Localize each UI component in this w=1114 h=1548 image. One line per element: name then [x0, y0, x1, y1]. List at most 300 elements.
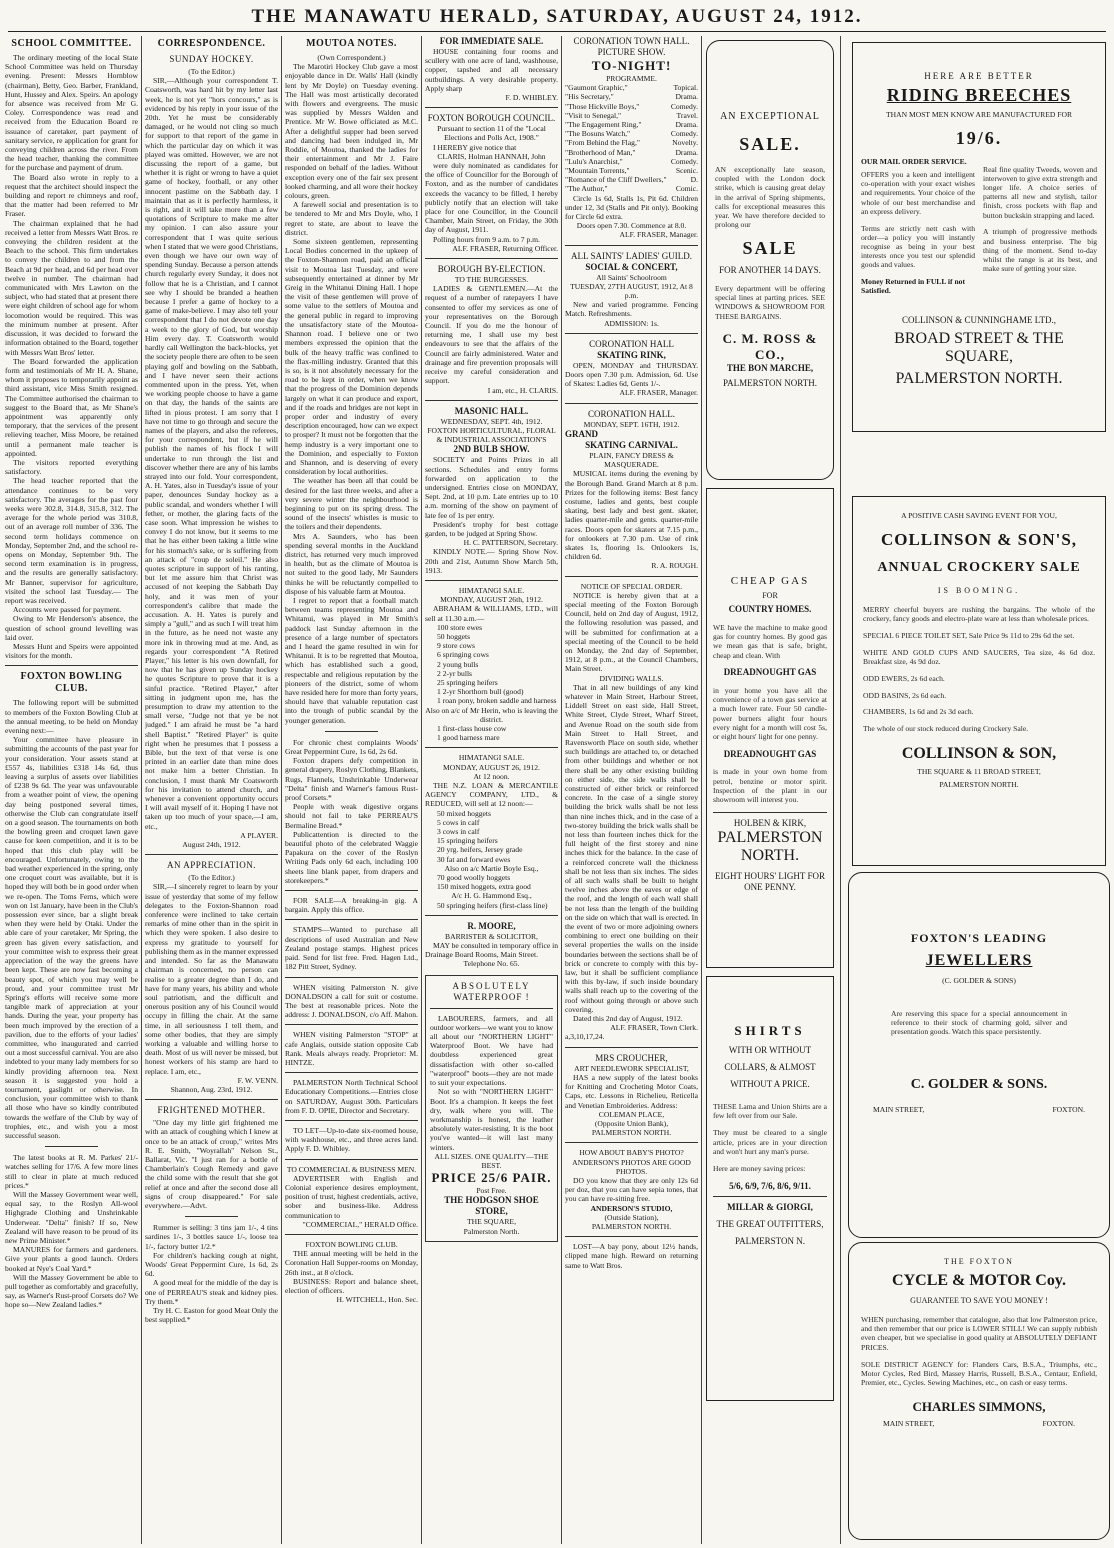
- letter-paragraph: SIR,—I sincerely regret to learn by your issue of yesterday that some of my fellow delegates to the Foxton-Shannon road conference were inclined to take certain remarks of mine other than in the spirit in which they were spoken. I also desire to express my gratitude to yourself for publishing them as in the manner expressed and intended. So far as the Manawatu chairman is concerned, no person can realise to a greater degree than I do, and have for many years, his ability and whole soul patriotism, and the difficult and onerous position any of his Council would occupy in filling the chair. At the same time, in all seriousness I tell them, and some other bodies, that they are simply working a valuable and willing horse to death. Most of us will never be missed, but honest workers of his stamp are hard to replace. I am, etc.,: [145, 882, 278, 1076]
- ad-signature: ALF. FRASER, Manager.: [619, 388, 698, 398]
- article-paragraph: The weather has been all that could be desired for the last three weeks, and after a very severe winter the neighbourhood is beginning to put on its spring dress. The sound of the insects' whistles is music to the toilers and their dependents.: [285, 476, 418, 532]
- ad-subheading: BARRISTER & SOLICITOR,: [445, 931, 538, 941]
- article-paragraph: The Marotiri Hockey Club gave a most enjoyable dance in Dr. Walls' Hall (kindly lent by Mr Doyle) on Tuesday evening. The Hall was most artistically decorated with flowers and evergreens. The music was supplied by Messrs Walden and Prentice. Mr W. Bowe officiated as M.C. After a delightful supper had been served and dancing had been indulged in, Mr Roddie, of Moutoa, thanked the ladies for their entertainment and Mr J. Faire responded on behalf of the ladies. Without exception every one of the fair sex present looked charming, and all wore their hockey colours, green.: [285, 62, 418, 201]
- ad-date: MONDAY, SEPT. 16TH, 1912.: [583, 419, 680, 429]
- programme-genre: Drama.: [675, 120, 698, 130]
- ad-subheading: DIVIDING WALLS.: [599, 673, 664, 683]
- notice-text: Also on a/c Martie Boyle Esq.,: [444, 863, 539, 873]
- divider: [425, 258, 558, 259]
- classified-ad: STAMPS—Wanted to purchase all descriptions of used Australian and New Zealand postage stamps. Highest prices paid. Send for list free. Fred. Hagen Ltd., 182 Pitt Street, Sydney.: [285, 925, 418, 972]
- programme-title: "Lulu's Anarchist,": [565, 156, 623, 166]
- ad-time: At 12 noon.: [473, 771, 510, 781]
- ad-title: COLLARS, & ALMOST: [724, 1062, 816, 1072]
- column-rule: [701, 36, 702, 1544]
- notice-text: Polling hours from 9 a.m. to 7 p.m.: [433, 234, 540, 244]
- programme-item: [565, 129, 698, 138]
- divider: [565, 576, 698, 577]
- divider: [285, 1234, 418, 1235]
- ad-town: PALMERSTON NORTH.: [939, 780, 1019, 790]
- ad-price: 19/6.: [955, 128, 1003, 148]
- classified-ad: FOR SALE—A breaking-in gig. A bargain. Apply this office.: [285, 896, 418, 915]
- programme-title: "The Engagement Ring,": [565, 120, 642, 130]
- ad-heading: CORONATION HALL.: [588, 408, 675, 419]
- article-paragraph: The ordinary meeting of the local State School Committee was held on Thursday evening. Present: Messrs Hornblow (chairman), Betty, Geo. Barber, Frankland, Hunt, Hussey and Alex. Speirs. An apology for absence was received from Mr G. Coley. Correspondence was read and received from the Education Board re issuance of caretaker, part payment of sanitary service, re application for grant for conveying children across the river. From the head teacher, thanking the committee for the purchase and payment of drum.: [5, 53, 138, 173]
- article-paragraph: Foxton drapers defy competition in general drapery, Roslyn Clothing, Blankets, Rugs, Flannels, Unshrinkable Underwear "Delta" finish and Warner's famous Rust-proof Corsets.*: [285, 756, 418, 803]
- ad-title: JEWELLERS: [925, 952, 1033, 969]
- shirts-ad: [706, 976, 834, 1401]
- classified-ad: WHEN visiting Palmerston N. give DONALDSON a call for suit or costume. The best at reasonable prices. Note the address: J. DONALDSON, c/o Aff. Mahon.: [285, 982, 418, 1020]
- sale-list-item: 6 springing cows: [437, 650, 489, 660]
- sale-list-item: 50 hoggets: [437, 631, 471, 641]
- programme-item: [565, 92, 698, 101]
- column-3: [285, 36, 418, 1544]
- notice-text: Are reserving this space for a special announcement in reference to their stock of charming gold, silver and presentation goods. Watch this space persistently.: [891, 1009, 1067, 1037]
- divider: [425, 915, 558, 916]
- crockery-sale-ad: [852, 496, 1106, 866]
- divider: [285, 1072, 418, 1073]
- divider: [145, 1099, 278, 1100]
- programme-title: "From Behind the Flag,": [565, 138, 640, 148]
- notice-text: CHAMBERS, 1s 6d and 2s 3d each.: [863, 707, 974, 717]
- ad-title: SKATING CARNIVAL.: [585, 439, 678, 450]
- notice-text: SPECIAL 6 PIECE TOILET SET, Sale Price 9s 11d to 29s 6d the set.: [863, 631, 1075, 640]
- sale-list-item: 50 mixed hoggets: [437, 808, 491, 818]
- classified-ad: LOST—A bay pony, about 12½ hands, clipped mane high. Reward on returning same to Watt Bros.: [565, 1242, 698, 1270]
- ad-shop-name: C. GOLDER & SONS.: [910, 1076, 1048, 1092]
- ad-heading: HIMATANGI SALE.: [458, 585, 525, 595]
- article-paragraph: The Board also wrote in reply to a request that the architect should inspect the building and report re chimneys and roof, that the matter had been referred to Mr Fraser.: [5, 172, 138, 219]
- notice-text: They must be cleared to a single article, prices are in your direction and won't hurt any man's purse.: [713, 1128, 827, 1156]
- ad-date: MONDAY, AUGUST 26th, 1912.: [440, 595, 543, 605]
- ad-subheading: THAN MOST MEN KNOW ARE MANUFACTURED FOR: [885, 110, 1073, 119]
- notice-text: Circle 1s 6d, Stalls 1s, Pit 6d. Children under 12, 3d (Stalls and Pit only). Booking for Circle 6d extra.: [565, 193, 698, 222]
- ad-title: GRAND: [565, 428, 598, 439]
- column-rule: [840, 36, 841, 1544]
- ad-address: (Outside Station),: [604, 1212, 659, 1222]
- ad-subheading: DREADNOUGHT GAS: [723, 748, 817, 759]
- insertion-code: a,3,10,17,24.: [565, 1032, 605, 1042]
- programme-title: "The Author,": [565, 184, 608, 194]
- ad-subheading: A POSITIVE CASH SAVING EVENT FOR YOU,: [901, 511, 1057, 520]
- ad-title: SHIRTS: [734, 1023, 806, 1038]
- programme-label: PROGRAMME.: [606, 74, 657, 83]
- ad-heading: NOTICE OF SPECIAL ORDER.: [580, 581, 683, 591]
- ad-heading: HIMATANGI SALE.: [458, 753, 525, 763]
- programme-genre: D.: [690, 175, 698, 185]
- notice-text: SOLE DISTRICT AGENCY for: Flanders Cars, B.S.A., Triumphs, etc., Motor Cycles, Red Bird, Massey Harris, Russell, B.S.A., Centaur, Enfield, Premier, etc., Cycles. Sewing Machines, etc., on cash or easy terms.: [861, 1359, 1097, 1388]
- sale-list: [425, 809, 558, 864]
- waterproof-boot-ad: [425, 975, 558, 1242]
- ad-signature: R. A. ROUGH.: [651, 561, 698, 571]
- notice-text: A/c H. G. Hammond Esq.,: [451, 891, 532, 901]
- notice-text: Here are money saving prices:: [713, 1164, 806, 1174]
- article-paragraph: The head teacher reported that the attendance continues to be very satisfactory. The averages for the past four weeks were 302.8, 314.8, 315.8, 312. The average for the whole period was 310.8, out of an average roll number of 336. The second term holidays commence on Monday, September 2nd, and the school re-opens on Monday, September 9th. The second term examination is in progress, and the results are generally satisfactory. Mr Banner, supervisor for agriculture, visited the school last Tuesday.— The report was received.: [5, 476, 138, 605]
- classified-ad: TO LET—Up-to-date six-roomed house, with washhouse, etc., and three acres land. Apply F. D. Whibley.: [285, 1125, 418, 1154]
- divider: [425, 580, 558, 581]
- ad-title: HERE ARE BETTER: [924, 71, 1034, 81]
- appreciation-heading: AN APPRECIATION.: [166, 860, 256, 871]
- moutoa-notes-heading: MOUTOA NOTES.: [306, 38, 397, 49]
- sale-list-item: 15 springing heifers: [437, 836, 498, 846]
- divider: [713, 812, 827, 813]
- article-paragraph: Accounts were passed for payment.: [13, 605, 122, 615]
- programme-title: "Those Hickville Boys,": [565, 101, 640, 111]
- programme-item: [565, 184, 698, 193]
- notice-text: is made in your own home from petrol, benzine or motor spirit. Inspection of the plant in our showroom will interest you.: [713, 767, 827, 805]
- ad-subheading: FOR ANOTHER 14 DAYS.: [719, 265, 821, 276]
- ad-shop-name: COLLINSON & SON,: [901, 745, 1057, 763]
- ad-heading: CORONATION TOWN HALL.: [573, 36, 690, 46]
- ad-title: ABSOLUTELY: [452, 980, 531, 991]
- notice-text: NOTICE is hereby given that at a special meeting of the Foxton Borough Council, held on 2nd day of August, 1912, the following resolution was passed, and will be submitted for confirmation at a special meeting of the Council to be held on Monday, the 2nd day of September, 1912, at 8 p.m., at the Council Chambers, Main Street.: [565, 590, 698, 674]
- programme-title: "Gaumont Graphic,": [565, 83, 628, 93]
- divider: [145, 854, 278, 855]
- divider: [565, 1236, 698, 1237]
- column-5: [565, 36, 698, 1544]
- ad-tagline: THE GREAT OUTFITTERS,: [716, 1218, 824, 1229]
- ad-address: MAIN STREET,: [883, 1419, 935, 1429]
- article-paragraph: Publicattention is directed to the beautiful photo of the celebrated Waggie Papakura on the cover of the Roslyn Writing Pads only 6d each, including 100 sheets line blank paper, from drapers and storekeepers.*: [285, 829, 418, 885]
- ad-subheading: FOXTON HORTICULTURAL, FLORAL & INDUSTRIAL ASSOCIATION'S: [427, 425, 556, 445]
- ad-signature: ALF. FRASER, Town Clerk.: [610, 1023, 698, 1033]
- column-rule: [141, 36, 142, 1544]
- sale-list-item: 1 roan pony, broken saddle and harness: [437, 696, 557, 706]
- riding-breeches-ad: [852, 42, 1106, 432]
- ad-subheading: IS BOOMING.: [937, 586, 1021, 595]
- classified-ad: PALMERSTON North Technical School Educationary Competitions.—Entries close on SATURDAY, August 30th. Particulars from F. D. OPIE, Director and Secretary.: [285, 1078, 418, 1115]
- classified-ad: BUSINESS: Report and balance sheet, election of officers.: [285, 1276, 418, 1295]
- frightened-mother-heading: FRIGHTENED MOTHER.: [157, 1105, 266, 1116]
- ad-address: (Opposite Union Bank),: [594, 1118, 669, 1128]
- article-paragraph: The Board forwarded the application form and testimonials of Mr H. A. Shane, whom it proposes to temporarily appoint as third assistant, vice Miss Smith resigned. The Committee authorised the chairman to suggest to the Board that, as Mr Shane's appointment was apparently only temporary, that the services of the present relieving teacher, Miss Moore, be retained until a permanent male teacher is appointed.: [5, 356, 138, 458]
- divider: [565, 403, 698, 404]
- ad-town: PALMERSTON NORTH.: [591, 1128, 672, 1138]
- ad-heading: MASONIC HALL.: [454, 405, 529, 416]
- article-paragraph: Rummer is selling: 3 tins jam 1/-, 4 tins sardines 1/-, 3 bottles sauce 1/-, loose tea 1/-, factory butter 1/2.*: [145, 1223, 278, 1251]
- ad-title: WITH OR WITHOUT: [728, 1045, 812, 1055]
- article-paragraph: Try H. C. Easton for good Meat Only the best supplied.*: [145, 1306, 278, 1325]
- sale-list-item: 20 yrg. heifers, Jersey grade: [437, 845, 523, 855]
- article-paragraph: Your committee have pleasure in submitting the accounts of the past year for your consideration. Your assets stand at £557 4s, liabilities £318 14s 6d, thus leaving a surplus of assets over liabilities of £238 9s 6d. The year was unfavourable from a weather point of view, the opening day being postponed several times, otherwise the Club can congratulate itself on a good season. The tournaments on both the bowling green and croquet lawn gave cause for keen competition, and it is to be hoped that this club play will be encouraged. Unfortunately, owing to the bad weather experienced in the spring, only one croquet court was available, but it is hoped they will both be in good order when we re-open. The Toms Ferns, which were won on 1st January, have been in the Club's possession ever since, bar a slight break when they were held by Otaki. Under the able care of your caretaker, Mr Spring, the green has given every satisfaction, and your committee wish to express their great appreciation of the way the greens have been kept. These are now fast becoming a beauty spot, of which you may well be proud, and your committee trust Mr Spring's efforts will receive some more tangible mark of appreciation at your hands. During the year, your property has been much improved by the erection of a pavilion, due to the efforts of your ladies' committee, who inaugurated and carried out a most successful carnival. You are also indebted to your many lady members for so kindly providing afternoon tea. Next season it is suggested you hold a tournament, gaslight or otherwise. In conclusion, your committee wish to thank all those who have so kindly contributed towards the welfare of the Club by way of trophies, etc., and wish you a most successful season.: [5, 735, 138, 1140]
- ad-shop-name: C. M. ROSS & CO.,: [722, 330, 818, 362]
- divider: [285, 1120, 418, 1121]
- notice-text: ABRAHAM & WILLIAMS, LTD., will sell at 11.30 a.m.—: [425, 604, 558, 623]
- programme-genre: Drama.: [675, 147, 698, 157]
- to-editor: (To the Editor.): [188, 67, 235, 76]
- ad-title: COUNTRY HOMES.: [728, 604, 812, 614]
- programme-item: [565, 138, 698, 147]
- ad-subheading: PLAIN, FANCY DRESS & MASQUERADE.: [589, 450, 674, 470]
- sale-list-item: 1 2-yr Shorthorn bull (good): [437, 687, 524, 697]
- own-correspondent: (Own Correspondent.): [317, 53, 386, 62]
- programme-list: [565, 83, 698, 193]
- ad-title: THE FOXTON: [944, 1257, 1014, 1266]
- notice-text: MAY be consulted in temporary office in Drainage Board Rooms, Main Street.: [425, 941, 558, 960]
- ad-subheading: GUARANTEE TO SAVE YOU MONEY !: [910, 1296, 1048, 1305]
- divider: [45, 1146, 98, 1147]
- sale-list-item: 3 cows in calf: [437, 827, 480, 837]
- exceptional-sale-ad: [706, 40, 834, 480]
- programme-genre: Travel.: [676, 110, 698, 120]
- sale-list-item: 70 good woolly hoggets: [437, 873, 511, 883]
- notice-text: President's trophy for best cottage garden, to be judged at Spring Show.: [425, 519, 558, 538]
- divider: [5, 665, 138, 666]
- programme-item: [565, 157, 698, 166]
- programme-title: "Visit to Senegal,": [565, 110, 622, 120]
- ad-heading: R. MOORE,: [467, 920, 516, 931]
- article-paragraph: MANURES for farmers and gardeners. Give your plants a good launch. Orders booked at Nye's Coal Yard.*: [5, 1245, 138, 1273]
- ad-postage: Post Free.: [476, 1186, 507, 1196]
- sale-list: [425, 623, 558, 706]
- programme-genre: Comedy.: [670, 129, 698, 139]
- ad-title: SALE.: [739, 134, 801, 154]
- ad-title: AN EXCEPTIONAL: [720, 111, 820, 122]
- ad-title: SKATING RINK,: [597, 349, 666, 360]
- notice-text: I HEREBY give notice that: [433, 142, 517, 152]
- ad-address: MAIN STREET,: [873, 1104, 925, 1114]
- notice-text: That in all new buildings of any kind whatever in Main Street, Harbour Street, Liddell Street on east side, Hall Street, White Street, Clyde Street, Wharf Street, and Avenue Road on the south side from Main Street to Hall Street, and Ravensworth Place on south side, whether such buildings are attached to, or detached from other buildings and whether or not there shall be any other existing building on either side, the side walls shall be constructed of either brick or reinforced concrete. In the case of a single storey building the brick walls shall be not less than nine inches thick, and in the case of a two-storey building the brick walls shall be not less than fourteen inches thick for the full height of the first storey and nine inches thick for the balance. In the case of a reinforced concrete wall the thickness shall be not less than six inches. The sides of all such walls shall be built to height twelve inches above the eaves or edge of the roof, and the length of each wall shall be not less than the length of the building on the side on which that wall is erected. In the event of two or more adjoining owners combining to erect one building on their several properties the walls on the inside boundaries between the sections shall be of brick or concrete to comply with this by-law, but it shall be sufficient compliance with this by-law, if such inside boundary walls shall reach up to the covering of the roof without going through or above such covering.: [565, 682, 698, 1014]
- sale-list-item: 100 store ewes: [437, 622, 483, 632]
- programme-genre: Novelty.: [672, 138, 698, 148]
- ad-title: 2ND BULB SHOW.: [453, 444, 530, 455]
- notice-text: DO you know that they are only 12s 6d per doz, that you can have sepia tones, that you can have re-sitting free.: [565, 1175, 698, 1204]
- ad-title: ANNUAL CROCKERY SALE: [877, 560, 1081, 575]
- sale-list-item: 1 first-class house cow: [437, 724, 507, 733]
- programme-genre: Topical.: [673, 83, 698, 93]
- notice-text: WHITE AND GOLD CUPS AND SAUCERS, Tea size, 4s 6d doz. Breakfast size, 4s 9d doz.: [863, 647, 1095, 666]
- divider: [425, 747, 558, 748]
- notice-text: A triumph of progressive methods and business enterprise. The big thing of the moment. Send to-day whilst the range is at its best, and make sure of getting your size.: [983, 227, 1097, 274]
- divider: [285, 919, 418, 920]
- column-rule: [421, 36, 422, 1544]
- ad-heading: HOW ABOUT BABY'S PHOTO?: [579, 1148, 684, 1158]
- candidate-names: CLARIS, Holman HANNAH, John: [437, 151, 546, 161]
- programme-title: "Brotherhood of Man,": [565, 147, 636, 157]
- ad-town: Palmerston North.: [463, 1226, 520, 1236]
- divider: [565, 1142, 698, 1143]
- ad-address: THE SQUARE,: [467, 1217, 516, 1227]
- notice-text: AN exceptionally late season, coupled with the London dock strike, which is causing great delay in the arrival of Spring shipments, calls for exceptional measures this year. We have therefore decided to prolong our: [715, 165, 825, 230]
- guarantee: Money Returned in FULL if not Satisfied.: [861, 277, 965, 296]
- notice-text: Dated this 2nd day of August, 1912.: [573, 1014, 683, 1024]
- sale-list-item: 30 fat and forward ewes: [437, 854, 511, 864]
- ad-tagline: EIGHT HOURS' LIGHT FOR ONE PENNY.: [714, 870, 826, 892]
- ad-signature: F. D. WHIBLEY.: [505, 93, 558, 103]
- ad-heading: CORONATION HALL: [589, 338, 674, 349]
- ad-date: WEDNESDAY, SEPT. 4th, 1912.: [440, 416, 543, 426]
- notice-text: OPEN, MONDAY and THURSDAY. Doors open 7.30 p.m. Admission, 6d. Use of Skates: Ladies 6d, Gents 1/-.: [565, 360, 698, 389]
- column-rule: [281, 36, 282, 1544]
- divider: [425, 400, 558, 401]
- article-paragraph: Mrs A. Saunders, who has been spending several months in the Auckland district, has returned very much improved in health, but as the climate of Moutoa is not suited to the good lady, Mr Saunders thinks he will be reluctantly compelled to dispose of his valuable farm at Moutoa.: [285, 531, 418, 596]
- divider: [285, 1159, 418, 1160]
- ad-signature: H. C. PATTERSON, Secretary.: [463, 538, 558, 548]
- ad-date: MONDAY, AUGUST 26, 1912.: [443, 762, 540, 772]
- programme-item: [565, 120, 698, 129]
- ad-shop-name: MILLAR & GIORGI,: [727, 1201, 813, 1212]
- article-paragraph: Will the Massey Government wear well, equal say, to the Roslyn All-wool Highgrade Clothing and Unshrinkable Underwear. "Delta" finish? If so, New Zealand will have reason to be proud of its new Prime Minister.*: [5, 1189, 138, 1245]
- column-rule: [561, 36, 562, 1544]
- ad-signature: H. WITCHELL, Hon. Sec.: [336, 1295, 418, 1305]
- divider: [185, 1216, 238, 1217]
- notice-text: LADIES & GENTLEMEN.—At the request of a number of ratepayers I have consented to offer my services as one of your representatives on the Borough Council. If you do me the honour of returning me, I shall use my best endeavours to see that the affairs of the Council are fairly administered. Water and drainage and fire prevention proposals will receive my careful consideration and support.: [425, 284, 558, 386]
- ad-town: FOXTON.: [1052, 1104, 1085, 1114]
- jewellers-ad: [848, 872, 1110, 1238]
- article-paragraph: The latest books at R. M. Parkes' 21/- watches selling for 17/6. A few more lines still to clear in plate at much reduced prices.*: [5, 1153, 138, 1190]
- sale-list-item: 25 springing heifers: [437, 677, 498, 687]
- ad-shop-name: HOLBEN & KIRK,: [733, 817, 807, 828]
- notice-text: New and varied programme. Fencing Match. Refreshments.: [565, 300, 698, 319]
- sunday-hockey-subheading: SUNDAY HOCKEY.: [169, 54, 254, 64]
- masthead: THE MANAWATU HERALD, SATURDAY, AUGUST 24, 1912.: [251, 6, 863, 27]
- divider: [285, 1024, 418, 1025]
- ad-heading: FOXTON BOROUGH COUNCIL.: [427, 113, 556, 124]
- programme-item: [565, 166, 698, 175]
- article-paragraph: Some sixteen gentlemen, representing Local Bodies concerned in the upkeep of the Foxton-Shannon road, paid an official visit to Moutoa last Tuesday, and were subsequently entertained at dinner by Mr Greig in the Whitanui Dining Hall. I hope the visit of these gentlemen will prove of some value to the settlers of Moutoa and the general public in regard to improving the unsatisfactory state of the Moutoa-Shannon road. I believe one or two members expressed the opinion that the bulk of the heavy traffic was confined to the flax-milling industry. Granted that this is so, is it not absolutely necessary for the road to be kept in order, when we know that the progress of the Dominion depends largely on what it can produce and export, and if the roads and bridges are not kept in proper order and industry of every description encouraged, how can we expect to prosper? It must not be forgotten that the hemp industry is a very important one to the Dominion, and especially to Foxton and Shannon, and is deserving of every consideration by local authorities.: [285, 237, 418, 477]
- notice-text: Terms are strictly nett cash with order—a policy you will instantly recognise as being in your best interests once you test our splendid goods and values.: [861, 223, 975, 270]
- article-paragraph: The following report will be submitted to members of the Foxton Bowling Club at the annual meeting, to be held on Monday evening next:—: [5, 698, 138, 736]
- cycle-motor-ad: [848, 1242, 1110, 1540]
- sale-list-item: 50 springing heifers (first-class line): [437, 900, 548, 910]
- notice-text: HAS a new supply of the latest books for Knitting and Crocheting Motor Coats, Caps, etc. Lessons in Richelieu, Reticella and Venetian Embroideries. Address:: [565, 1072, 698, 1110]
- letter-signature: F. W. VENN.: [237, 1075, 278, 1085]
- letter-date: August 24th, 1912.: [182, 840, 241, 850]
- ad-heading: MRS CROUCHER,: [595, 1052, 668, 1063]
- ad-town: PALMERSTON NORTH.: [723, 377, 817, 388]
- article-paragraph: "One day my little girl frightened me with an attack of coughing which I knew at once to be an attack of croup," writes Mrs R. E. Smith, "Woyrallah" Nelson St., Ballarat, Vic. "I just ran for a bottle of Chamberlain's Cough Remedy and gave the child some with the result that she got relief at once and after the second dose all signs of croup disappeared." For sale everywhere.—Advt.: [145, 1118, 278, 1210]
- article-paragraph: Will the Massey Government be able to pull together as comfortably and gracefully, say, as Warner's Rust-proof Corsets do? We hope so—New Zealand ladies.*: [5, 1272, 138, 1310]
- ad-title: WATERPROOF !: [453, 991, 530, 1002]
- letter-signature: A PLAYER.: [240, 830, 278, 840]
- classified-ad: HOUSE containing four rooms and scullery with one acre of land, washhouse, copper, tapshed and all necessary outbuildings. A very desirable property. Apply sharp: [425, 47, 558, 93]
- ad-address: BROAD STREET & THE SQUARE,: [894, 330, 1064, 366]
- ad-subheading: ART NEEDLEWORK SPECIALIST,: [574, 1063, 689, 1073]
- divider: [565, 245, 698, 246]
- ad-address: THE SQUARE & 11 BROAD STREET,: [917, 767, 1041, 777]
- programme-item: [565, 111, 698, 120]
- divider: [425, 107, 558, 108]
- ad-phone: Telephone No. 65.: [463, 959, 520, 969]
- ad-title: TO-NIGHT!: [591, 58, 672, 73]
- ad-title: SALE: [742, 238, 798, 259]
- school-committee-heading: SCHOOL COMMITTEE.: [11, 38, 132, 49]
- notice-text: All Saints' Schoolroom: [596, 272, 667, 282]
- ad-signature: ALF. FRASER, Returning Officer.: [452, 243, 558, 253]
- ad-title: FOXTON'S LEADING: [910, 931, 1048, 945]
- divider: [325, 731, 378, 732]
- notice-text: Doors open 7.30. Commence at 8.0.: [576, 221, 687, 231]
- notice-text: THE N.Z. LOAN & MERCANTILE AGENCY COMPANY, LTD., & REDUCED, will sell at 12 noon:—: [425, 781, 558, 809]
- cheap-gas-ad: [706, 488, 834, 968]
- ad-heading: BOROUGH BY-ELECTION.: [437, 264, 546, 275]
- notice-text: ODD BASINS, 2s 6d each.: [863, 690, 947, 700]
- notice-text: LABOURERS, farmers, and all outdoor workers—we want you to know all about our "NORTHERN LIGHT" Waterproof Boot. We have had doubtless experienced great dissatisfaction with other so-called "waterproof" boots—they are not made to suit your expectations.: [430, 1013, 553, 1088]
- notice-text: Also on a/c of Mr Herin, who is leaving the district.: [425, 705, 558, 724]
- ad-title: RIDING BREECHES: [886, 85, 1072, 105]
- ad-signature: ALF. FRASER, Manager.: [619, 230, 698, 240]
- ad-town: PALMERSTON NORTH.: [895, 370, 1063, 388]
- ad-heading: FOR IMMEDIATE SALE.: [439, 36, 544, 46]
- column-1: [5, 36, 138, 1544]
- ad-town: PALMERSTON N.: [734, 1235, 806, 1246]
- notice-text: WHEN purchasing, remember that catalogue, also that low Palmerston price, and then remember that our price is LOWER STILL! We can supply rubbish even cheaper, but we specialise in good quality at ABSOLUTELY DEFIANT PRICES.: [861, 1315, 1097, 1352]
- programme-title: "Mountain Torrents,": [565, 166, 630, 176]
- ad-heading: ALL SAINTS' LADIES' GUILD.: [571, 250, 692, 261]
- ad-title: PICTURE SHOW.: [597, 47, 666, 57]
- notice-text: MERRY cheerful buyers are rushing the bargains. The whole of the crockery, fancy goods and electro-plate ware at less than wholesale prices.: [863, 605, 1095, 624]
- ad-town: PALMERSTON NORTH.: [717, 828, 823, 864]
- divider: [565, 1047, 698, 1048]
- ad-subheading: OUR MAIL ORDER SERVICE.: [861, 157, 967, 166]
- letter-date: Shannon, Aug. 23rd, 1912.: [170, 1084, 253, 1094]
- sale-list-item: 2 2-yr bulls: [437, 668, 473, 678]
- masthead-rule: [8, 31, 1106, 32]
- article-paragraph: Owing to Mr Henderson's absence, the question of school ground levelling was laid over.: [5, 614, 138, 642]
- classified-ad: WHEN visiting Palmerston "STOP" at cafe Anglais, outside station opposite Cab Rank. Meals always ready. Proprietor: M. HINTZE.: [285, 1030, 418, 1067]
- column-2: [145, 36, 278, 1544]
- programme-genre: Drama.: [675, 92, 698, 102]
- article-paragraph: I regret to report that a football match between teams representing Moutoa and Whitanui, was played in Mr Smith's paddock last Sunday afternoon in the presence of a large number of spectators and I heard the game resulted in win for Whitanui. It is to be regretted that Moutoa, which has established such a good, respectable and religious reputation by the pioneers of the district, some of whom have resided here for more than forty years, should have that valuable reputation cast into the trough of public scandal by the younger generation.: [285, 595, 418, 725]
- classified-ad: ADVERTISER with English and Colonial experience desires employment, position of trust, highest credentials, active, sober and business-like. Address communication to: [285, 1173, 418, 1220]
- programme-item: [565, 175, 698, 184]
- ad-shop-name: THE BON MARCHE,: [726, 362, 814, 373]
- ad-address: COLEMAN PLACE,: [598, 1109, 665, 1119]
- ad-price: PRICE 25/6 PAIR.: [431, 1170, 552, 1186]
- sale-list: [425, 873, 558, 891]
- divider: [430, 1008, 553, 1009]
- ad-title: WITHOUT A PRICE.: [730, 1079, 810, 1089]
- notice-text: Real fine quality Tweeds, woven and interwoven to give extra strength and longer life. A choice series of patterns all new and stylish, tailor finish, cross pockets with flap and button buckskin strapping and laced.: [983, 164, 1097, 220]
- ad-sizes: ALL SIZES. ONE QUALITY—THE BEST.: [434, 1151, 549, 1170]
- notice-text: ODD EWERS, 2s 6d each.: [863, 673, 945, 683]
- sale-list-item: 1 good harness mare: [437, 733, 500, 743]
- admission: ADMISSION: 1s.: [604, 318, 659, 328]
- ad-shop-name: THE HODGSON SHOE STORE,: [444, 1195, 539, 1217]
- price-list: 5/6, 6/9, 7/6, 8/6, 9/11.: [729, 1180, 811, 1191]
- ad-town: FOXTON.: [1042, 1419, 1075, 1429]
- notice-text: MUSICAL items during the evening by the Borough Band. Grand March at 8 p.m. Prizes for the following items: Best fancy costume, ladies and gents, best couple skating, best lady and best gent. skater, ladies quarter-mile and gents. quarter-mile races. Doors open for skaters at 7.15 p.m., for onlookers at 7.30 p.m. Use of rink skates 1s, flooring 1s. Onlookers 1s, children 6d.: [565, 469, 698, 562]
- ad-title: FOR: [762, 591, 778, 600]
- ad-signature: "COMMERCIAL," HERALD Office.: [302, 1219, 418, 1229]
- ad-title: COLLINSON & SON'S,: [880, 530, 1078, 549]
- notice-text: Pursuant to section 11 of the "Local Elections and Polls Act, 1908.": [437, 124, 546, 143]
- ad-subheading: TO THE BURGESSES.: [454, 275, 529, 285]
- sale-list-item: 150 mixed hoggets, extra good: [437, 882, 531, 892]
- notice-text: SOCIETY and Points Prizes in all sections. Schedules and entry forms forwarded on application to the undersigned. Entries close on MONDAY, Sept. 2nd, at 10 p.m. Late entries up to 10 a.m. morning of the show on payment of late fee of 1s per entry.: [425, 455, 558, 520]
- column-4: [425, 36, 558, 1544]
- programme-genre: Scenic.: [675, 166, 698, 176]
- ad-town: PALMERSTON NORTH.: [591, 1221, 672, 1231]
- sale-list-item: 5 cows in calf: [437, 817, 480, 827]
- ad-signature: I am, etc., H. CLARIS.: [487, 385, 558, 395]
- notice-text: were duly nominated as candidates for the office of Councillor for the Borough of Foxton, and as the number of candidates exceeds the vacancy to be filled, I hereby publicly notify that an election will take place for one Councillor, in the Council Chamber, Main Street, on Friday, the 30th day of August, 1911.: [425, 161, 558, 235]
- ad-date: TUESDAY, 27TH AUGUST, 1912, At 8 p.m.: [570, 281, 693, 301]
- article-paragraph: A farewell social and presentation is to be tendered to Mr and Mrs Doyle, who, I regret to state, are about to leave the district.: [285, 200, 418, 237]
- ad-subheading: ANDERSON'S PHOTOS ARE GOOD PHOTOS.: [572, 1157, 691, 1176]
- ad-subheading: (C. GOLDER & SONS): [942, 976, 1016, 985]
- letter-paragraph: SIR,—Although your correspondent T. Coatsworth, was hard hit by my letter last week, he is not yet "hors concours," as is evidenced by his reply in your issue of the 20th. Yet he must be considerably damaged, or he would not cling so much for support to that report of the game in which the particular day on which it was played was omitted. However, we are not discussing the report of a game, but whether it is right or wrong to have a quiet game of hockey, football, or any other innocent pastime on the Sabbath day. I maintain that as it is perfectly harmless, it is right, and it will take more than a few quotations of Scripture to make me alter my opinion. I can also assure your correspondent that I was quite serious when I stated that we were good Christians, even though we have our own way of spending Sunday. Because a person attends church regularly every Sunday, it does not follow that he is a Christian, and I cannot see why I should be branded a heathen because I prefer a game of hockey to a game of make-believe. I may also tell your correspondent that I do not devote one day a week to the glory of God, but worship Him every day. T. Coatsworth would hardly call Wellington the back-blocks, yet the society people there are often to be seen playing golf and bowling on the Sabbath, and I have never seen their actions commented upon in the press. Yet, when we working people choose to have a game on that day, the hands of the saints are lifted in pious protest. I am sorry that I have not time to go through and secure the names of the players, and also the referees, for your correspondent, but if he will publish the names of his flock I will undertake to run through the list and discover whether there are any of his lambs strayed into our fold. Your correspondent, A. H. Yates, also in Tuesday's issue of your paper, denounces Sunday hockey as a public scandal, and wonders whether I will fether, or mother, the glaring facts of the case soon. What impression he wishes to convey I do not know, but it seems to me that he has either been taking a little wine for his stomach's sake, or is suffering from an attack of "coup de soleil." He also quotes scripture in support of his ranting, but let me assure him that Christ was accused of not keeping the Sabbath Day holy, and it was men of your correspondent's calibre that made the accusation. A. H. Yates is purely and simply a "gull," and as such I will treat him in the future, as he need not waste any more ink in throwing mud at me. And, as regards your correspondent "A Retired Player," his letter is his own downfall, for now that he has given up Sunday hockey he quotes Scripture to prove that it is a sinful practice. "Retired Player," after sitting in judgment upon me, has the presumption to draw my attention to the small verse, "Judge not that ye be not judged." I am afraid he must be "a hard shell Baptist." "Retired Player" is quite right when he presumes that I possess a Bible, but the text of that verse is one printed in an earlier date than mine does not make him a better Christian. In conclusion, I must thank Mr Coatsworth for his invitation to attend church, and whenever a convenient opportunity occurs I will avail myself of it. Hoping I have not taken up too much of your space,—I am, etc.,: [145, 76, 278, 831]
- divider: [713, 1196, 827, 1197]
- programme-item: [565, 102, 698, 111]
- divider: [565, 333, 698, 334]
- article-paragraph: For chronic chest complaints Woods' Great Peppermint Cure, 1s 6d, 2s 6d.: [285, 737, 418, 757]
- article-paragraph: For children's hacking cough at night, Woods' Great Peppermint Cure, 1s 6d, 2s 6d.: [145, 1250, 278, 1279]
- classified-ad: THE annual meeting will be held in the Coronation Hall Supper-rooms on Monday, 26th inst., at 8 o'clock.: [285, 1249, 418, 1277]
- sale-list: [425, 724, 558, 742]
- to-editor: (To the Editor.): [188, 873, 235, 883]
- ad-title: CYCLE & MOTOR Coy.: [892, 1272, 1066, 1289]
- article-paragraph: The chairman explained that he had received a letter from Messrs Watt Bros. re conveying the children resident at the Beach to the school. This firm undertakes to convey the children to and from the Beach at 9d per head, and 6d per head over twelve in number. The chairman had communicated with Mrs Lawton on the subject, who had stated that at present there were eight children of school age for whom locomotion would be required. This was the minimum number at present. After discussion, it was decided to forward the information obtained to the Board, together with Messrs Watt Bros' letter.: [5, 218, 138, 357]
